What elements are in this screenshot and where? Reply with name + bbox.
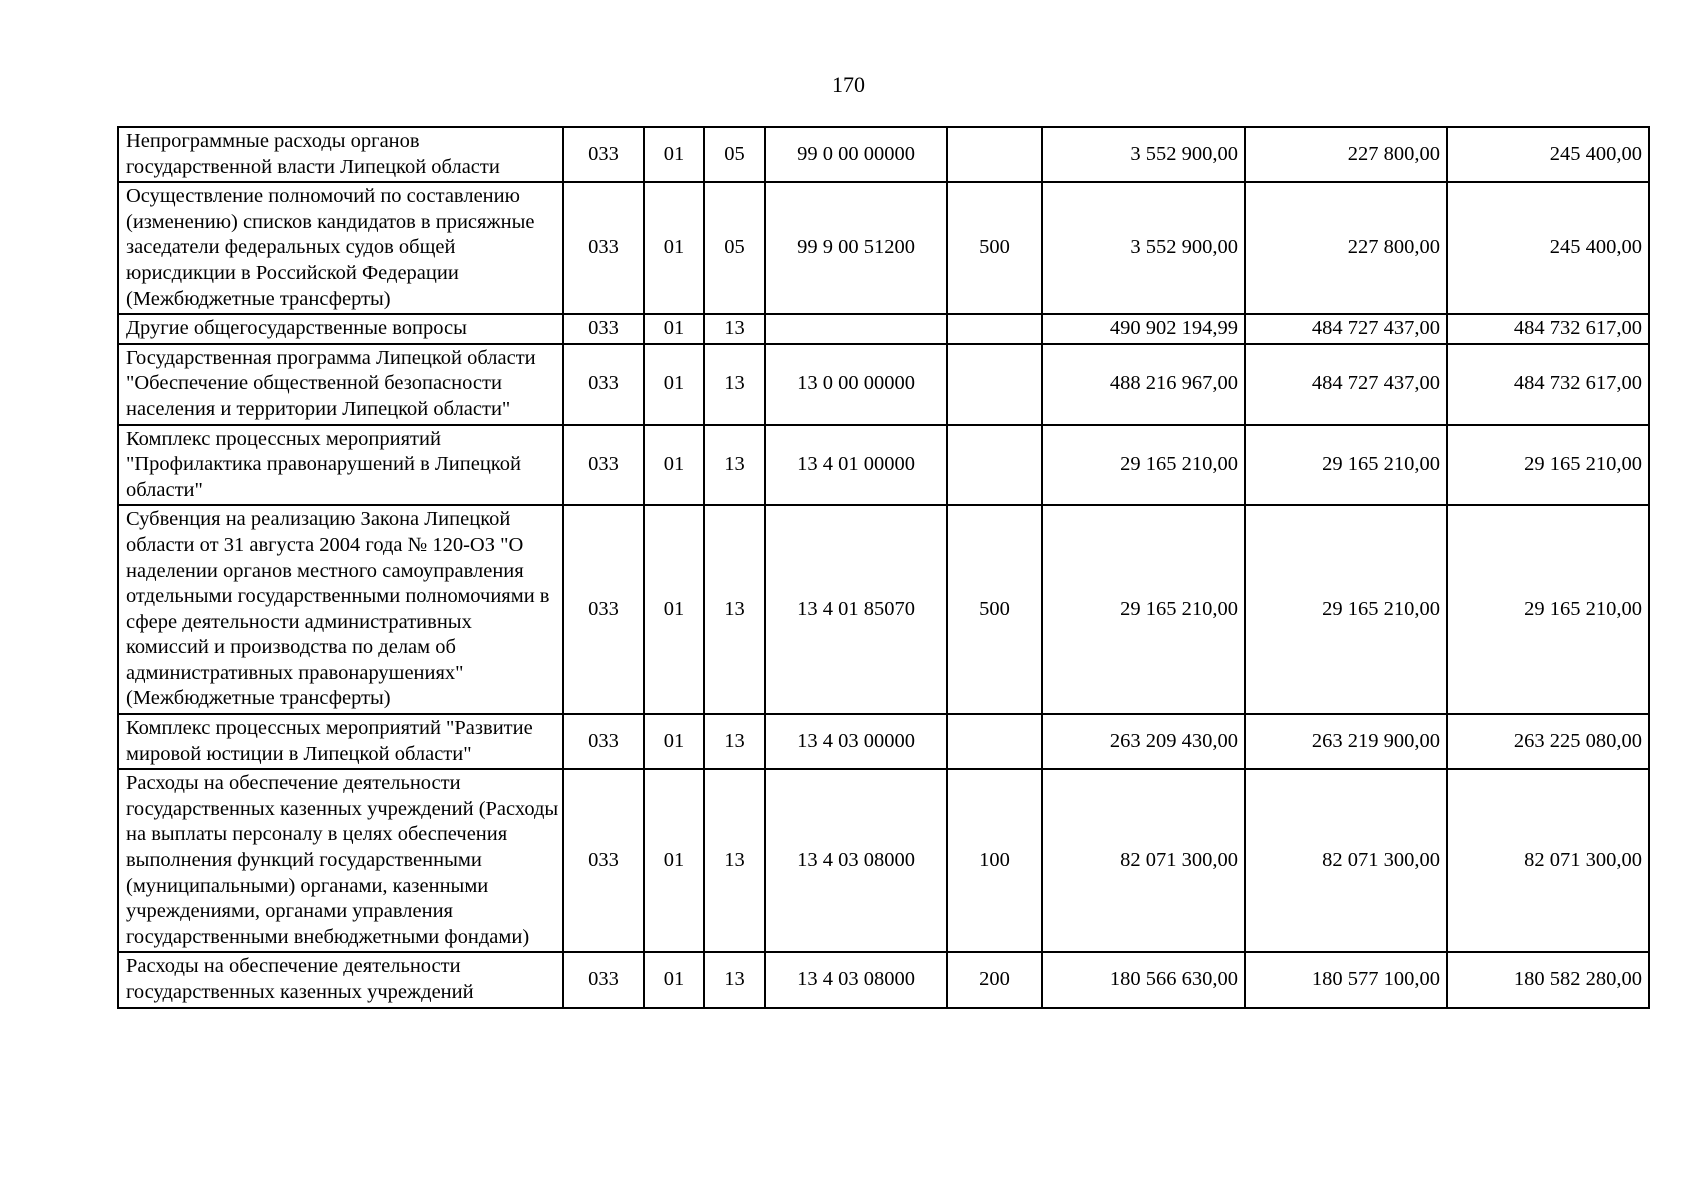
row-name-cell: Другие общегосударственные вопросы (118, 314, 563, 344)
amount-year-3-cell: 263 225 080,00 (1447, 714, 1649, 769)
budget-table-body (118, 127, 1649, 1008)
row-name-cell: Субвенция на реализацию Закона Липецкой области от 31 августа 2004 года № 120-ОЗ "О наделении органов местного самоуправления отдельными государственными полномочиями в сфере деятельности административных комиссий и производства по делам об административных правонарушениях" (Межбюджетные трансферты) (118, 505, 563, 714)
subsection-code-cell: 13 (704, 714, 765, 769)
expense-type-cell (947, 344, 1042, 425)
amount-year-1-cell: 29 165 210,00 (1042, 505, 1245, 714)
section-code-cell: 01 (644, 425, 704, 506)
section-code-cell: 01 (644, 714, 704, 769)
ministry-code-cell: 033 (563, 182, 644, 314)
target-article-cell: 99 0 00 00000 (765, 127, 947, 182)
expense-type-cell: 200 (947, 952, 1042, 1007)
target-article-cell: 13 4 03 08000 (765, 952, 947, 1007)
table-row (118, 127, 1649, 182)
expense-type-cell (947, 425, 1042, 506)
amount-year-2-cell: 227 800,00 (1245, 127, 1447, 182)
amount-year-3-cell: 484 732 617,00 (1447, 344, 1649, 425)
table-row (118, 425, 1649, 506)
amount-year-1-cell: 180 566 630,00 (1042, 952, 1245, 1007)
section-code-cell: 01 (644, 314, 704, 344)
ministry-code-cell: 033 (563, 769, 644, 952)
amount-year-3-cell: 29 165 210,00 (1447, 425, 1649, 506)
subsection-code-cell: 05 (704, 127, 765, 182)
row-name-cell: Непрограммные расходы органов государственной власти Липецкой области (118, 127, 563, 182)
subsection-code-cell: 13 (704, 425, 765, 506)
table-row (118, 769, 1649, 952)
amount-year-2-cell: 484 727 437,00 (1245, 344, 1447, 425)
subsection-code-cell: 05 (704, 182, 765, 314)
table-row (118, 505, 1649, 714)
ministry-code-cell: 033 (563, 425, 644, 506)
subsection-code-cell: 13 (704, 344, 765, 425)
section-code-cell: 01 (644, 127, 704, 182)
table-row (118, 314, 1649, 344)
amount-year-1-cell: 82 071 300,00 (1042, 769, 1245, 952)
amount-year-1-cell: 3 552 900,00 (1042, 127, 1245, 182)
amount-year-3-cell: 180 582 280,00 (1447, 952, 1649, 1007)
ministry-code-cell: 033 (563, 505, 644, 714)
expense-type-cell (947, 314, 1042, 344)
section-code-cell: 01 (644, 344, 704, 425)
subsection-code-cell: 13 (704, 505, 765, 714)
section-code-cell: 01 (644, 182, 704, 314)
subsection-code-cell: 13 (704, 769, 765, 952)
budget-table (117, 126, 1650, 1009)
amount-year-3-cell: 484 732 617,00 (1447, 314, 1649, 344)
ministry-code-cell: 033 (563, 714, 644, 769)
amount-year-2-cell: 263 219 900,00 (1245, 714, 1447, 769)
amount-year-3-cell: 245 400,00 (1447, 127, 1649, 182)
amount-year-3-cell: 82 071 300,00 (1447, 769, 1649, 952)
amount-year-1-cell: 263 209 430,00 (1042, 714, 1245, 769)
amount-year-2-cell: 82 071 300,00 (1245, 769, 1447, 952)
ministry-code-cell: 033 (563, 127, 644, 182)
section-code-cell: 01 (644, 505, 704, 714)
section-code-cell: 01 (644, 952, 704, 1007)
row-name-cell: Комплекс процессных мероприятий "Профилактика правонарушений в Липецкой области" (118, 425, 563, 506)
target-article-cell: 13 4 03 08000 (765, 769, 947, 952)
subsection-code-cell: 13 (704, 314, 765, 344)
section-code-cell: 01 (644, 769, 704, 952)
row-name-cell: Осуществление полномочий по составлению (изменению) списков кандидатов в присяжные заседатели федеральных судов общей юрисдикции в Российской Федерации (Межбюджетные трансферты) (118, 182, 563, 314)
row-name-cell: Государственная программа Липецкой области "Обеспечение общественной безопасности населения и территории Липецкой области" (118, 344, 563, 425)
table-row (118, 952, 1649, 1007)
table-row (118, 344, 1649, 425)
amount-year-2-cell: 29 165 210,00 (1245, 505, 1447, 714)
target-article-cell (765, 314, 947, 344)
row-name-cell: Комплекс процессных мероприятий "Развитие мировой юстиции в Липецкой области" (118, 714, 563, 769)
amount-year-3-cell: 245 400,00 (1447, 182, 1649, 314)
amount-year-1-cell: 3 552 900,00 (1042, 182, 1245, 314)
amount-year-3-cell: 29 165 210,00 (1447, 505, 1649, 714)
amount-year-1-cell: 490 902 194,99 (1042, 314, 1245, 344)
table-row (118, 714, 1649, 769)
ministry-code-cell: 033 (563, 344, 644, 425)
target-article-cell: 99 9 00 51200 (765, 182, 947, 314)
target-article-cell: 13 4 01 00000 (765, 425, 947, 506)
amount-year-1-cell: 29 165 210,00 (1042, 425, 1245, 506)
expense-type-cell: 500 (947, 182, 1042, 314)
expense-type-cell (947, 714, 1042, 769)
page-number: 170 (832, 72, 865, 97)
expense-type-cell: 500 (947, 505, 1042, 714)
expense-type-cell (947, 127, 1042, 182)
target-article-cell: 13 4 01 85070 (765, 505, 947, 714)
row-name-cell: Расходы на обеспечение деятельности государственных казенных учреждений (Расходы на выплаты персоналу в целях обеспечения выполнения функций государственными (муниципальными) органами, казенными учреждениями, органами управления государственными внебюджетными фондами) (118, 769, 563, 952)
ministry-code-cell: 033 (563, 952, 644, 1007)
amount-year-2-cell: 227 800,00 (1245, 182, 1447, 314)
amount-year-2-cell: 484 727 437,00 (1245, 314, 1447, 344)
target-article-cell: 13 0 00 00000 (765, 344, 947, 425)
expense-type-cell: 100 (947, 769, 1042, 952)
subsection-code-cell: 13 (704, 952, 765, 1007)
row-name-cell: Расходы на обеспечение деятельности государственных казенных учреждений (118, 952, 563, 1007)
table-row (118, 182, 1649, 314)
ministry-code-cell: 033 (563, 314, 644, 344)
amount-year-2-cell: 180 577 100,00 (1245, 952, 1447, 1007)
amount-year-1-cell: 488 216 967,00 (1042, 344, 1245, 425)
amount-year-2-cell: 29 165 210,00 (1245, 425, 1447, 506)
target-article-cell: 13 4 03 00000 (765, 714, 947, 769)
